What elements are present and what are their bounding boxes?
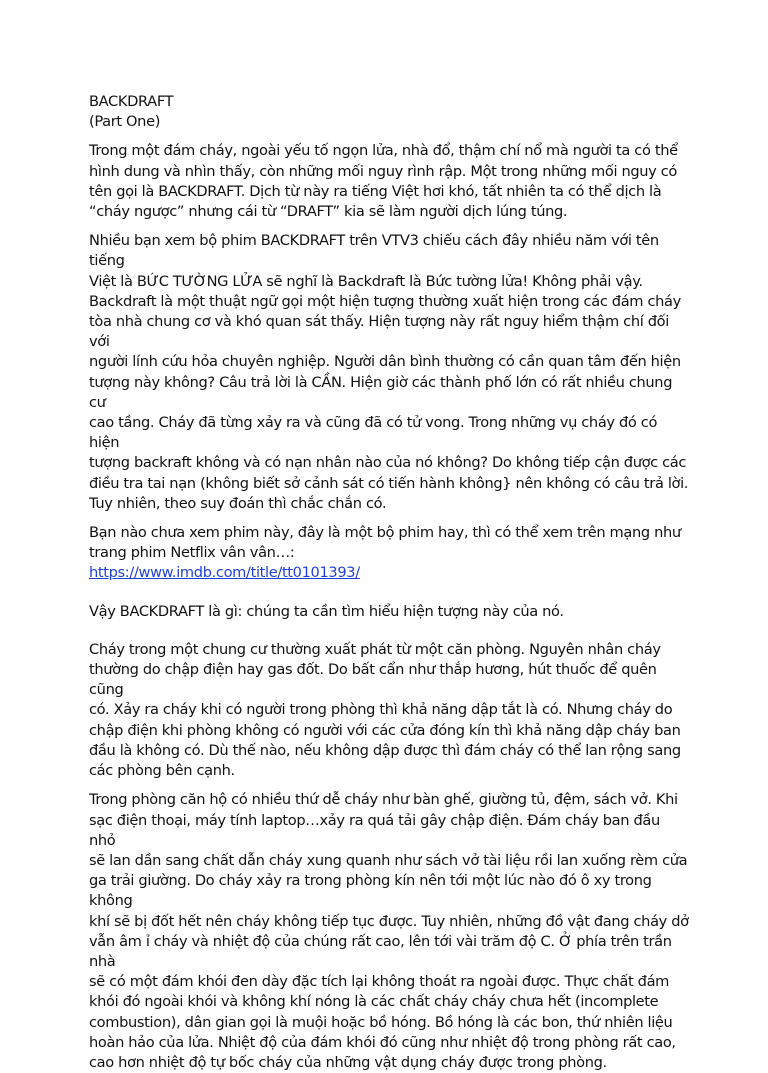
paragraph-movie: Nhiều bạn xem bộ phim BACKDRAFT trên VTV3 chiếu cách đây nhiều năm với tên tiếng Việt là BỨC TƯỜNG LỬA sẽ nghĩ là Backdraft là Bức tường lửa! Không phải vậy. Backdraft là một thuật ngữ gọi một hiện tượng thường xuất hiện trong các đám cháy tòa nhà chung cơ và khó quan sát thấy. Hiện tượng này rất nguy hiểm thậm chí đối với người lính cứu hỏa chuyên nghiệp. Người dân bình thường có cần quan tâm đến hiện tượng này không? Câu trả lời là CẦN. Hiện giờ các thành phố lớn có rất nhiều chung cư cao tầng. Cháy đã từng xảy ra và cũng đã có tử vong. Trong những vụ cháy đó có hiện tượng backraft không và có nạn nhân nào của nó không? Do không tiếp cận được các điều tra tai nạn (không biết sở cảnh sát có tiến hành không} nên không có câu trả lời. Tuy nhiên, theo suy đoán thì chắc chắn có. — [89, 232, 689, 512]
paragraph-room: Trong phòng căn hộ có nhiều thứ dễ cháy như bàn ghế, giường tủ, đệm, sách vở. Khi sạc điện thoại, máy tính laptop…xảy ra quá tải gây chập điện. Đám cháy ban đầu nhỏ sẽ lan dần sang chất dẫn cháy xung quanh như sách vở tài liệu rồi lan xuống rèm cửa ga trải giường. Do cháy xảy ra trong phòng kín nên tới một lúc nào đó ô xy trong không khí sẽ bị đốt hết nên cháy không tiếp tục được. Tuy nhiên, những đồ vật đang cháy dở vẫn âm ỉ cháy và nhiệt độ của chúng rất cao, lên tới vài trăm độ C. Ở phía trên trần nhà sẽ có một đám khói đen dày đặc tích lại không thoát ra ngoài được. Thực chất đám khói đó ngoài khói và không khí nóng là các chất cháy cháy chưa hết (incomplete combustion), dân gian gọi là muội hoặc bồ hóng. Bồ hóng là các bon, thứ nhiên liệu hoàn hảo của lửa. Nhiệt độ của đám khói đó cũng như nhiệt độ trong phòng rất cao, cao hơn nhiệt độ tự bốc cháy của những vật dụng cháy được trong phòng. — [89, 791, 689, 1071]
paragraph-question: Vậy BACKDRAFT là gì: chúng ta cần tìm hiểu hiện tượng này của nó. — [89, 602, 564, 620]
paragraph-watch: Bạn nào chưa xem phim này, đây là một bộ phim hay, thì có thể xem trên mạng như trang phim Netflix vân vân…: — [89, 524, 681, 562]
paragraph-intro: Trong một đám cháy, ngoài yếu tố ngọn lửa, nhà đổ, thậm chí nổ mà người ta có thể hình dung và nhìn thấy, còn những mối nguy rình rập. Một trong những mối nguy có tên gọi là BACKDRAFT. Dịch từ này ra tiếng Việt hơi khó, tất nhiên ta có thể dịch là “cháy ngược” nhưng cái từ “DRAFT” kia sẽ làm người dịch lúng túng. — [89, 142, 678, 221]
document-subtitle: (Part One) — [89, 113, 161, 131]
imdb-link[interactable]: https://www.imdb.com/title/tt0101393/ — [89, 564, 360, 582]
paragraph-cause: Cháy trong một chung cư thường xuất phát từ một căn phòng. Nguyên nhân cháy thường do chập điện hay gas đốt. Do bất cẩn như thắp hương, hút thuốc để quên cũng có. Xảy ra cháy khi có người trong phòng thì khả năng dập tắt là có. Nhưng cháy do chập điện khi phòng không có người với các cửa đóng kín thì khả năng dập cháy ban đầu là không có. Dù thế nào, nếu không dập được thì đám cháy có thể lan rộng sang các phòng bên cạnh. — [89, 640, 681, 780]
document-body — [89, 92, 689, 1073]
document-header — [89, 92, 689, 132]
document-title: BACKDRAFT — [89, 93, 174, 110]
